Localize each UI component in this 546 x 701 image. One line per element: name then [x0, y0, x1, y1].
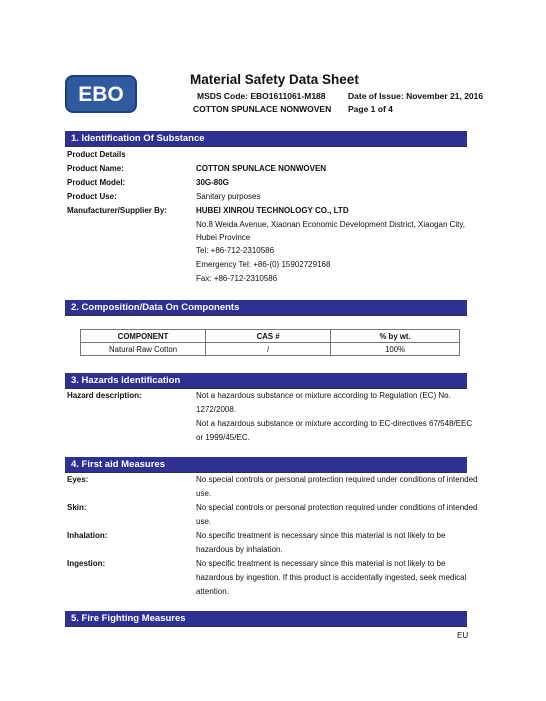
ingestion-label: Ingestion:: [67, 559, 106, 568]
skin-label: Skin:: [67, 503, 87, 512]
company-logo: [65, 75, 137, 113]
hazard-text-line: 1272/2008.: [196, 405, 237, 414]
section-heading-fire-fighting: 5. Fire Fighting Measures: [65, 611, 467, 626]
svg-text:EBO: EBO: [78, 83, 124, 106]
column-header: % by wt.: [331, 330, 460, 343]
logo-wordmark: [71, 81, 131, 107]
fax: Fax: +86-712-2310586: [196, 274, 278, 283]
product-use-label: Product Use:: [67, 192, 117, 201]
section-divider: [65, 472, 467, 473]
hazard-description-label: Hazard description:: [67, 391, 142, 400]
page-number: Page 1 of 4: [348, 104, 393, 114]
section-divider: [65, 626, 467, 627]
product-model-value: 30G-80G: [196, 178, 229, 187]
components-table: [80, 329, 460, 356]
table-cell: Natural Raw Cotton: [81, 343, 206, 356]
section-heading-hazards: 3. Hazards Identification: [65, 373, 467, 388]
msds-code: MSDS Code: EBO1611061-M188: [197, 91, 326, 101]
hazard-text-line: or 1999/45/EC.: [196, 433, 250, 442]
table-cell: 100%: [331, 343, 460, 356]
product-model-label: Product Model:: [67, 178, 126, 187]
skin-text-line: use.: [196, 517, 212, 526]
product-use-value: Sanitary purposes: [196, 192, 261, 201]
footer-region-label: EU: [457, 631, 469, 640]
section-heading-first-aid: 4. First aid Measures: [65, 457, 467, 472]
ingestion-text-line: attention.: [196, 587, 229, 596]
section-heading-composition: 2. Composition/Data On Components: [65, 300, 467, 315]
eyes-text-line: use.: [196, 489, 212, 498]
header-product-name: COTTON SPUNLACE NONWOVEN: [193, 104, 332, 114]
inhalation-text-line: No specific treatment is necessary since this material is not likely to be: [196, 531, 446, 540]
section-heading-identification: 1. Identification Of Substance: [65, 131, 467, 146]
product-name-label: Product Name:: [67, 164, 124, 173]
address-line-1: No.8 Weida Avenue, Xiaonan Economic Development District, Xiaogan City,: [196, 220, 466, 229]
inhalation-text-line: hazardous by inhalation.: [196, 545, 283, 554]
table-cell: /: [206, 343, 331, 356]
column-header: CAS #: [206, 330, 331, 343]
table-header-row: [81, 330, 460, 343]
date-of-issue: Date of Issue: November 21, 2016: [348, 91, 484, 101]
hazard-text-line: Not a hazardous substance or mixture according to Regulation (EC) No.: [196, 391, 451, 400]
address-line-2: Hubei Province: [196, 233, 251, 242]
eyes-label: Eyes:: [67, 475, 89, 484]
section-divider: [65, 146, 467, 147]
manufacturer-name: HUBEI XINROU TECHNOLOGY CO., LTD: [196, 206, 349, 215]
document-title: Material Safety Data Sheet: [190, 72, 359, 87]
hazard-text-line: Not a hazardous substance or mixture according to EC-directives 67/548/EEC: [196, 419, 473, 428]
ingestion-text-line: hazardous by ingestion. If this product is accidentally ingested, seek medical: [196, 573, 467, 582]
section-divider: [65, 315, 467, 316]
emergency-telephone: Emergency Tel: +86-(0) 15902729168: [196, 260, 331, 269]
product-name-value: COTTON SPUNLACE NONWOVEN: [196, 164, 327, 173]
skin-text-line: No special controls or personal protection required under conditions of intended: [196, 503, 478, 512]
telephone: Tel: +86-712-2310586: [196, 246, 275, 255]
section-divider: [65, 388, 467, 389]
eyes-text-line: No special controls or personal protection required under conditions of intended: [196, 475, 478, 484]
manufacturer-label: Manufacturer/Supplier By:: [67, 206, 168, 215]
product-details-label: Product Details: [67, 150, 126, 159]
inhalation-label: Inhalation:: [67, 531, 108, 540]
ingestion-text-line: No specific treatment is necessary since this material is not likely to be: [196, 559, 446, 568]
column-header: COMPONENT: [81, 330, 206, 343]
table-row: [81, 343, 460, 356]
